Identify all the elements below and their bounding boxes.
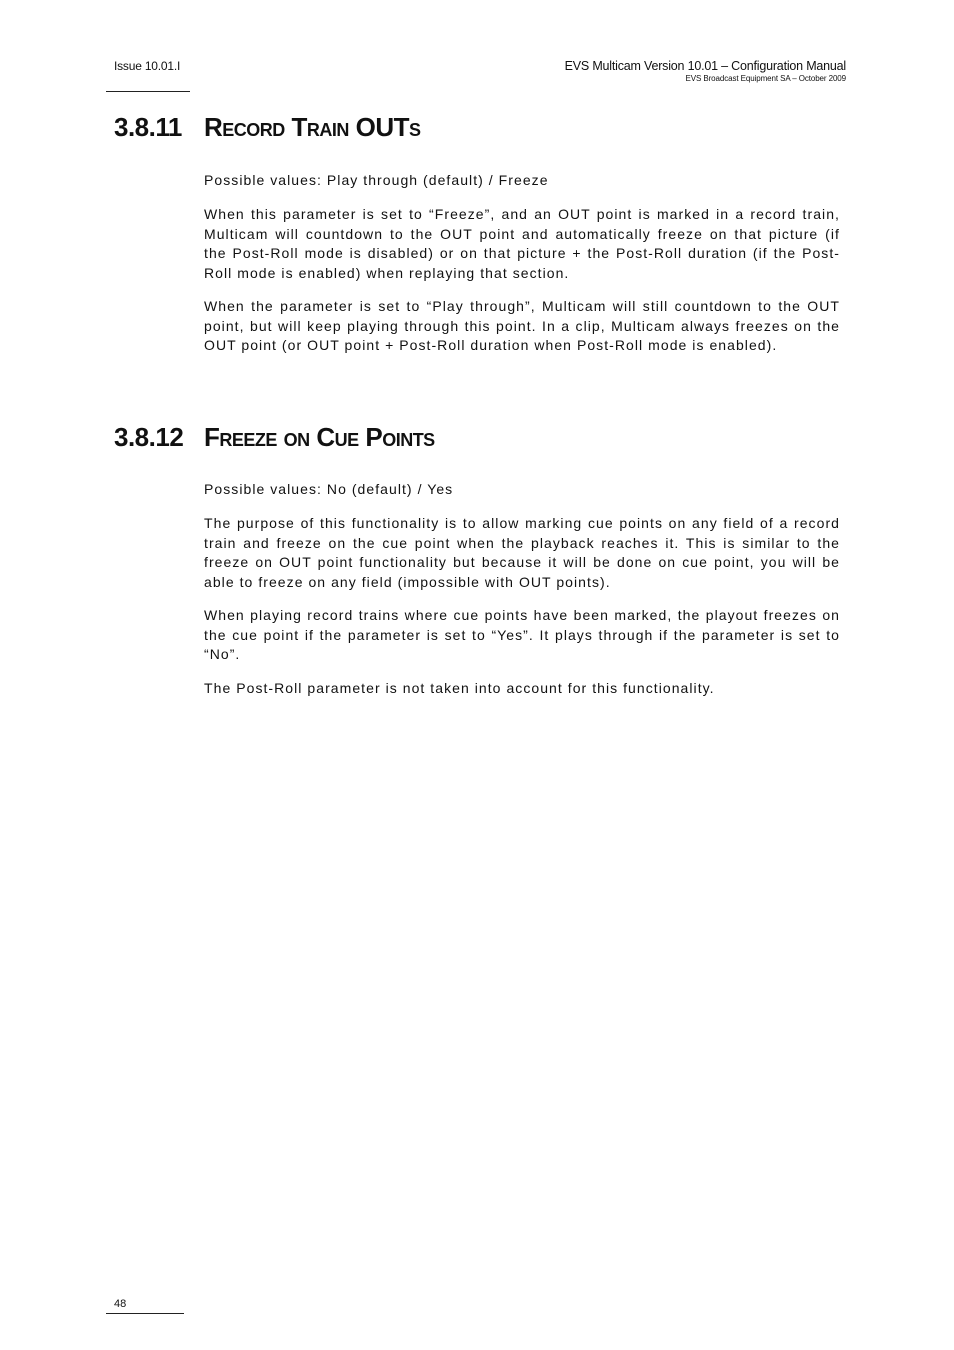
header-document-subtitle: EVS Broadcast Equipment SA – October 2009 [685, 74, 846, 83]
page-number: 48 [114, 1298, 127, 1310]
paragraph-possible-values: Possible values: Play through (default) / Freeze [204, 172, 549, 188]
paragraph: When the parameter is set to “Play through”, Multicam will still countdown to the OUT point, but will keep playing through this point. In a clip, Multicam always freezes on the OUT point (or OUT point + Post-Roll duration when Post-Roll mode is enabled). [204, 298, 840, 353]
header-document-info [565, 59, 846, 84]
paragraph: The purpose of this functionality is to allow marking cue points on any field of a record train and freeze on the cue point when the playback reaches it. This is similar to the freeze on OUT point functionality but because it will be done on cue point, you will be able to freeze on any field (impossible with OUT points). [204, 515, 840, 590]
section-title: Freeze on Cue Points [204, 422, 435, 452]
section-body-freeze-on-cue-points-p3 [204, 606, 840, 665]
section-number: 3.8.11 [114, 112, 182, 142]
section-body-freeze-on-cue-points [204, 480, 840, 500]
footer-rule [106, 1313, 184, 1314]
paragraph: The Post-Roll parameter is not taken into account for this functionality. [204, 680, 715, 696]
header-document-title: EVS Multicam Version 10.01 – Configuration Manual [564, 59, 846, 73]
paragraph: When this parameter is set to “Freeze”, and an OUT point is marked in a record train, Multicam will countdown to the OUT point and automatically freeze on that picture (if the Post-Roll mode is disabled) or on that picture + the Post-Roll duration (if the Post-Roll mode is enabled) when replaying that section. [204, 206, 840, 281]
header-issue: Issue 10.01.I [114, 59, 181, 73]
header-rule [106, 91, 190, 92]
section-heading-record-train-outs [114, 112, 421, 143]
paragraph: When playing record trains where cue points have been marked, the playout freezes on the cue point if the parameter is set to “Yes”. It plays through if the parameter is set to “No”. [204, 607, 840, 662]
section-body-freeze-on-cue-points-p2 [204, 514, 840, 592]
section-heading-freeze-on-cue-points [114, 422, 435, 453]
section-body-record-train-outs-p2 [204, 205, 840, 283]
section-number: 3.8.12 [114, 422, 184, 452]
paragraph-possible-values: Possible values: No (default) / Yes [204, 481, 454, 497]
section-title: Record Train OUTs [204, 112, 421, 142]
section-body-record-train-outs-p3 [204, 297, 840, 356]
section-body-record-train-outs [204, 171, 840, 191]
section-body-freeze-on-cue-points-p4 [204, 679, 840, 699]
